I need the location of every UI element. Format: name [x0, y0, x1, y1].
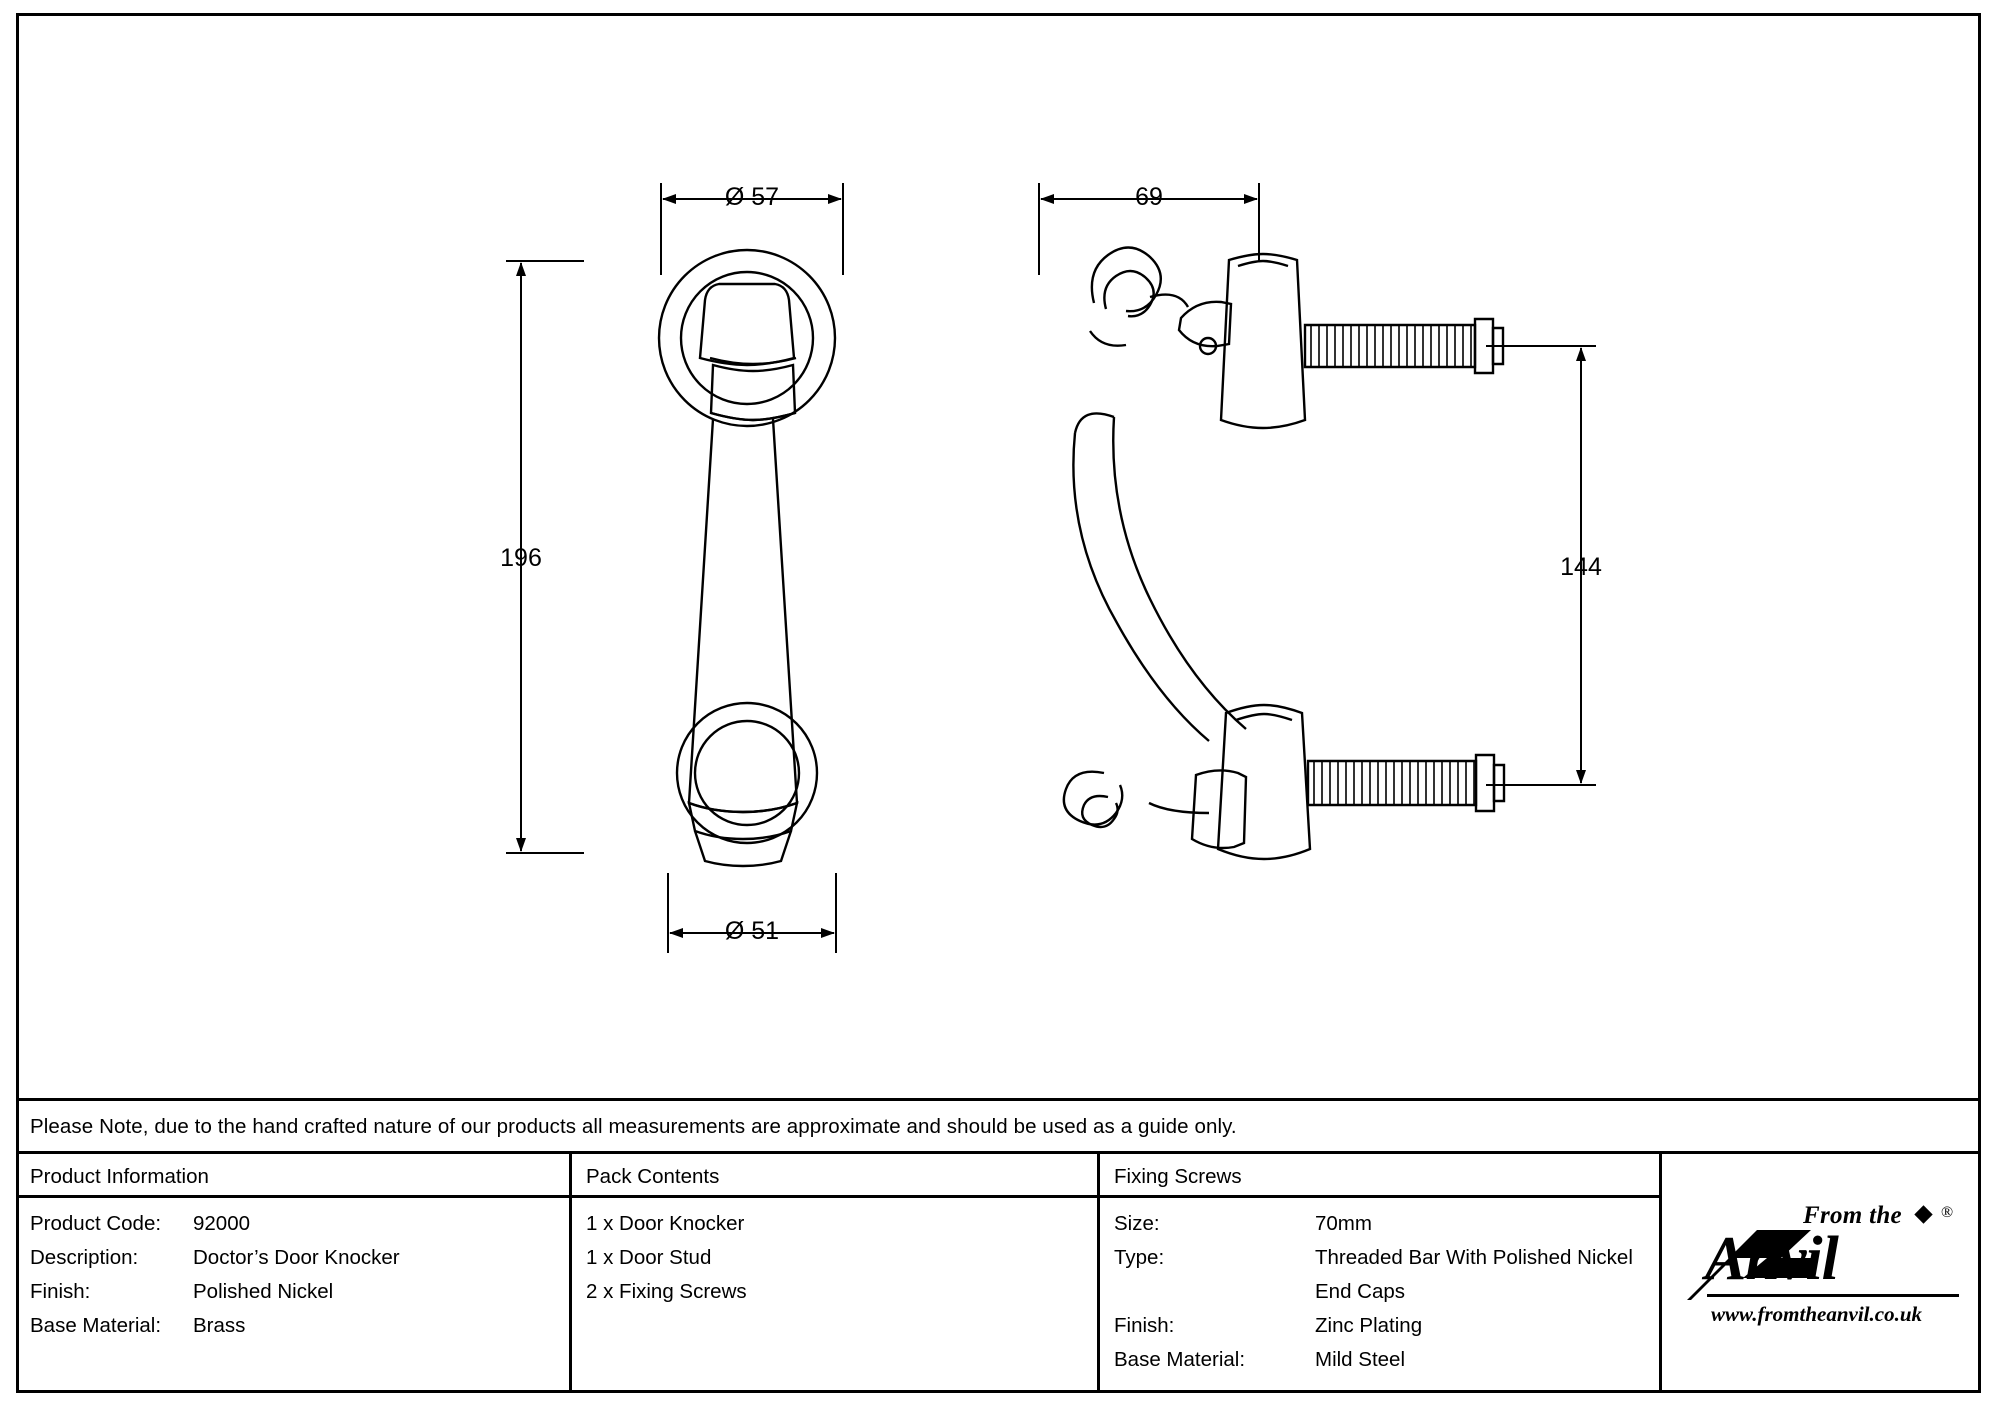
list-item: 1 x Door Knocker	[586, 1212, 745, 1235]
list-item: 1 x Door Stud	[586, 1246, 712, 1269]
table-row	[1114, 1246, 1659, 1280]
table-row	[1114, 1348, 1659, 1382]
diamond-icon	[1914, 1205, 1932, 1223]
logo-underline	[1707, 1294, 1959, 1297]
fixing-screws-column	[1100, 1154, 1659, 1393]
brand-logo	[1659, 1154, 1981, 1393]
dim-label-projection: 69	[1135, 183, 1163, 211]
screw-base-material-value: Mild Steel	[1315, 1348, 1406, 1371]
logo-name: Anvil	[1705, 1225, 1838, 1293]
screw-base-material-label: Base Material:	[1114, 1348, 1246, 1371]
table-row	[30, 1280, 569, 1314]
pack-contents-column	[572, 1154, 1097, 1393]
dim-label-width-top: Ø 57	[724, 183, 780, 211]
registered-mark: ®	[1941, 1204, 1954, 1221]
dim-label-fixing-centres: 144	[1560, 553, 1602, 581]
pack-contents-heading	[572, 1154, 1097, 1198]
base-material-value: Brass	[193, 1314, 246, 1337]
screw-finish-label: Finish:	[1114, 1314, 1175, 1337]
note-row	[16, 1098, 1981, 1154]
description-label: Description:	[30, 1246, 139, 1269]
fixing-screws-heading-text: Fixing Screws	[1114, 1165, 1242, 1188]
screw-type-label: Type:	[1114, 1246, 1165, 1269]
technical-drawing-area	[16, 13, 1981, 1098]
table-row	[30, 1212, 569, 1246]
fixing-screws-heading	[1100, 1154, 1659, 1198]
product-code-label: Product Code:	[30, 1212, 162, 1235]
fixing-screws-body	[1100, 1198, 1659, 1393]
logo-wrap	[1685, 1202, 1963, 1352]
product-information-column	[16, 1154, 569, 1393]
screw-type-value-cont: End Caps	[1315, 1280, 1406, 1303]
table-row	[1114, 1280, 1659, 1314]
info-table	[16, 1154, 1981, 1393]
screw-type-value: Threaded Bar With Polished Nickel	[1315, 1246, 1633, 1269]
description-value: Doctor’s Door Knocker	[193, 1246, 400, 1269]
product-code-value: 92000	[193, 1212, 251, 1235]
logo-url: www.fromtheanvil.co.uk	[1711, 1302, 1922, 1326]
logo-from-the: From the	[1803, 1202, 1902, 1229]
product-information-heading	[16, 1154, 569, 1198]
note-text: Please Note, due to the hand crafted nature of our products all measurements are approximate and should be used as a guide only.	[30, 1115, 1237, 1138]
dim-label-width-bottom: Ø 51	[724, 917, 780, 945]
screw-finish-value: Zinc Plating	[1315, 1314, 1423, 1337]
table-row	[1114, 1212, 1659, 1246]
drawing-svg	[16, 13, 1981, 1098]
table-row	[30, 1246, 569, 1280]
dim-label-height: 196	[500, 544, 542, 572]
finish-value: Polished Nickel	[193, 1280, 334, 1303]
product-information-body	[16, 1198, 569, 1393]
pack-contents-body	[572, 1198, 1097, 1393]
list-item: 2 x Fixing Screws	[586, 1280, 747, 1303]
finish-label: Finish:	[30, 1280, 91, 1303]
screw-size-value: 70mm	[1315, 1212, 1372, 1235]
screw-size-label: Size:	[1114, 1212, 1160, 1235]
front-view	[659, 250, 835, 866]
product-information-heading-text: Product Information	[30, 1165, 209, 1188]
table-row	[30, 1314, 569, 1348]
table-row	[1114, 1314, 1659, 1348]
pack-contents-heading-text: Pack Contents	[586, 1165, 720, 1188]
side-view	[1064, 247, 1504, 859]
base-material-label: Base Material:	[30, 1314, 162, 1337]
